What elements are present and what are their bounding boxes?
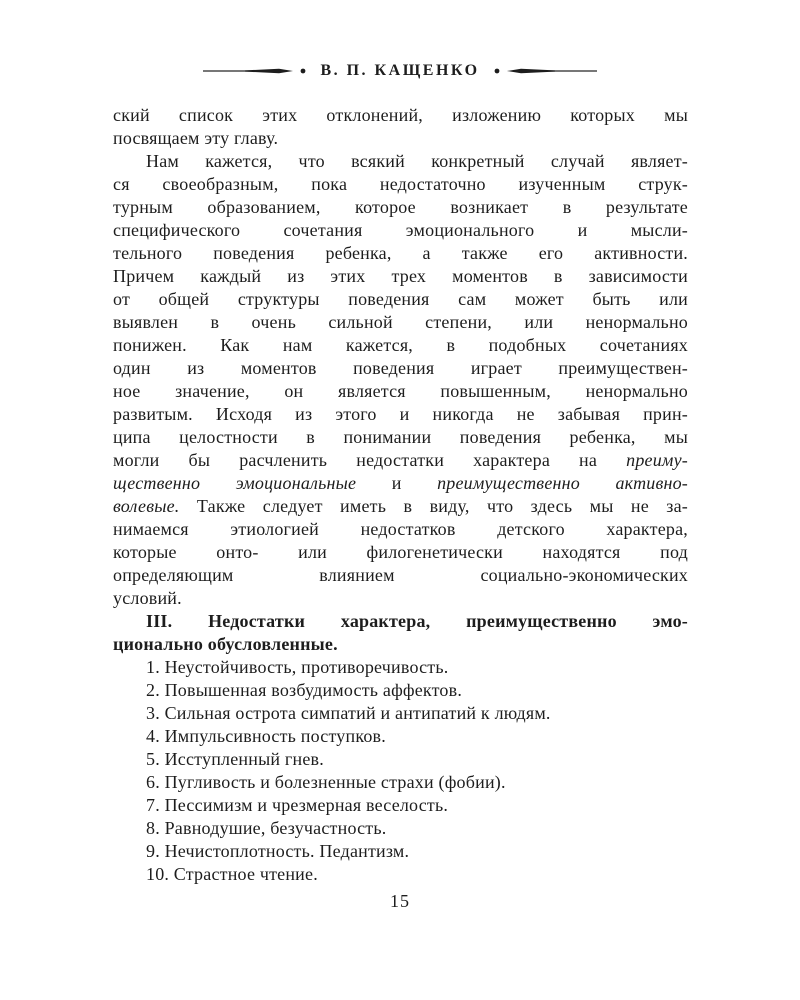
text-segment: 4. Импульсивность поступков. [146, 726, 386, 746]
italic-text-segment: волевые. [113, 496, 180, 516]
italic-text-segment: преимущественно активно- [437, 473, 689, 493]
text-segment: могли бы расчленить недостатки характера на [113, 450, 627, 470]
text-segment: III. Недостатки характера, преимущественно эмо- [146, 611, 688, 631]
list-item-line [113, 771, 688, 794]
list-item-line [113, 863, 688, 886]
text-segment: 9. Нечистоплотность. Педантизм. [146, 841, 410, 861]
text-segment: 10. Страстное чтение. [146, 864, 318, 884]
text-line [113, 104, 688, 127]
heading-line [113, 610, 688, 633]
text-line [113, 150, 688, 173]
list-item-line [113, 817, 688, 840]
text-line [113, 311, 688, 334]
text-segment: один из моментов поведения играет преимуществен- [113, 358, 688, 378]
text-segment: Причем каждый из этих трех моментов в зависимости [113, 266, 688, 286]
text-segment: ционально обусловленные. [113, 634, 338, 654]
text-segment: Также следует иметь в виду, что здесь мы не за- [179, 496, 688, 516]
text-segment: развитым. Исходя из этого и никогда не забывая прин- [113, 404, 688, 424]
text-line [113, 518, 688, 541]
text-line [113, 219, 688, 242]
page-number: 15 [390, 891, 410, 911]
text-segment: 2. Повышенная возбудимость аффектов. [146, 680, 463, 700]
text-line [113, 380, 688, 403]
text-segment: понижен. Как нам кажется, в подобных сочетаниях [113, 335, 688, 355]
text-segment: 6. Пугливость и болезненные страхи (фобии). [146, 772, 506, 792]
text-segment: специфического сочетания эмоционального и мысли- [113, 220, 688, 240]
text-line [113, 242, 688, 265]
text-segment: определяющим влиянием социально-экономических [113, 565, 688, 585]
text-segment: 1. Неустойчивость, противоречивость. [146, 657, 449, 677]
list-item-line [113, 702, 688, 725]
text-segment: Нам кажется, что всякий конкретный случай являет- [146, 151, 688, 171]
list-item-line [113, 725, 688, 748]
list-item-line [113, 840, 688, 863]
text-segment: ский список этих отклонений, изложению которых мы [113, 105, 688, 125]
author-name: В. П. КАЩЕНКО [320, 62, 480, 79]
text-segment: выявлен в очень сильной степени, или ненормально [113, 312, 688, 332]
list-item-line [113, 748, 688, 771]
text-segment: нимаемся этиологией недостатков детского характера, [113, 519, 688, 539]
text-segment: посвящаем эту главу. [113, 128, 279, 148]
page-text [113, 104, 688, 886]
text-line [113, 449, 688, 472]
text-line [113, 564, 688, 587]
heading-line [113, 633, 688, 656]
list-item-line [113, 679, 688, 702]
text-segment: ся своеобразным, пока недостаточно изученным струк- [113, 174, 688, 194]
text-line [113, 127, 688, 150]
text-line [113, 334, 688, 357]
text-line [113, 265, 688, 288]
text-segment: 5. Исступленный гнев. [146, 749, 324, 769]
text-line [113, 541, 688, 564]
list-item-line [113, 794, 688, 817]
text-segment: условий. [113, 588, 182, 608]
text-segment: турным образованием, которое возникает в результате [113, 197, 688, 217]
text-segment: 3. Сильная острота симпатий и антипатий к людям. [146, 703, 551, 723]
header-flourish-right [492, 66, 597, 76]
text-line [113, 403, 688, 426]
italic-text-segment: преиму- [626, 450, 688, 470]
text-line [113, 472, 688, 495]
italic-text-segment: щественно эмоциональные [113, 473, 357, 493]
text-segment: тельного поведения ребенка, а также его активности. [113, 243, 688, 263]
text-segment: 8. Равнодушие, безучастность. [146, 818, 387, 838]
text-line [113, 495, 688, 518]
running-header [0, 62, 800, 80]
text-segment: ципа целостности в понимании поведения ребенка, мы [113, 427, 688, 447]
text-line [113, 196, 688, 219]
text-segment: 7. Пессимизм и чрезмерная веселость. [146, 795, 449, 815]
text-segment: и [356, 473, 438, 493]
text-line [113, 426, 688, 449]
header-flourish-left [203, 66, 308, 76]
text-segment: ное значение, он является повышенным, ненормально [113, 381, 688, 401]
text-line [113, 173, 688, 196]
list-item-line [113, 656, 688, 679]
text-line [113, 288, 688, 311]
text-segment: которые онто- или филогенетически находятся под [113, 542, 688, 562]
text-line [113, 587, 688, 610]
text-line [113, 357, 688, 380]
text-segment: от общей структуры поведения сам может быть или [113, 289, 688, 309]
